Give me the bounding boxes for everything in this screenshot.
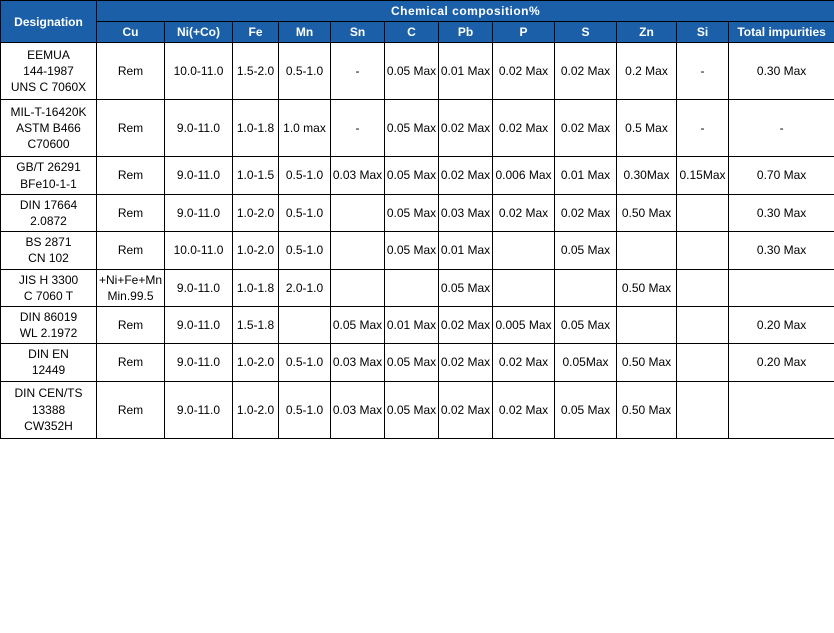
value-pb: 0.02 Max bbox=[439, 381, 493, 438]
value-sn: - bbox=[331, 43, 385, 100]
table-row bbox=[1, 269, 834, 306]
designation-line: 13388 bbox=[31, 402, 66, 417]
value-c bbox=[385, 269, 439, 306]
value-mn: 0.5-1.0 bbox=[279, 232, 331, 269]
value-pb: 0.01 Max bbox=[439, 43, 493, 100]
value-pb: 0.01 Max bbox=[439, 232, 493, 269]
value-ni: 9.0-11.0 bbox=[165, 344, 233, 381]
value-si bbox=[677, 232, 729, 269]
designation-line: 12449 bbox=[31, 363, 66, 378]
designation-line: GB/T 26291 bbox=[16, 160, 81, 175]
table-row bbox=[1, 194, 834, 231]
header-element-zn: Zn bbox=[617, 22, 677, 43]
value-total: 0.30 Max bbox=[729, 232, 834, 269]
value-zn: 0.50 Max bbox=[617, 381, 677, 438]
value-mn: 1.0 max bbox=[279, 100, 331, 157]
header-element-si: Si bbox=[677, 22, 729, 43]
value-sn: 0.03 Max bbox=[331, 157, 385, 194]
value-p: 0.02 Max bbox=[493, 43, 555, 100]
value-ni: 9.0-11.0 bbox=[165, 157, 233, 194]
value-cu: Rem bbox=[97, 43, 165, 100]
value-cu: Rem bbox=[97, 100, 165, 157]
designation-cell bbox=[1, 43, 97, 100]
designation-cell bbox=[1, 381, 97, 438]
value-mn: 0.5-1.0 bbox=[279, 157, 331, 194]
value-s: 0.01 Max bbox=[555, 157, 617, 194]
header-row-title bbox=[1, 1, 834, 22]
value-ni: 9.0-11.0 bbox=[165, 269, 233, 306]
value-p: 0.02 Max bbox=[493, 100, 555, 157]
designation-line: 2.0872 bbox=[30, 213, 67, 228]
value-si bbox=[677, 344, 729, 381]
value-sn bbox=[331, 269, 385, 306]
value-si bbox=[677, 381, 729, 438]
designation-line: JIS H 3300 bbox=[18, 272, 79, 287]
value-mn: 0.5-1.0 bbox=[279, 194, 331, 231]
value-fe: 1.0-2.0 bbox=[233, 344, 279, 381]
value-zn bbox=[617, 232, 677, 269]
value-fe: 1.5-1.8 bbox=[233, 306, 279, 343]
value-fe: 1.0-1.8 bbox=[233, 100, 279, 157]
value-si: - bbox=[677, 43, 729, 100]
table-row bbox=[1, 43, 834, 100]
value-sn bbox=[331, 194, 385, 231]
value-fe: 1.0-2.0 bbox=[233, 232, 279, 269]
designation-line: DIN 86019 bbox=[19, 309, 78, 324]
value-sn: 0.03 Max bbox=[331, 381, 385, 438]
designation-line: DIN CEN/TS bbox=[14, 386, 83, 401]
designation-line: ASTM B466 bbox=[16, 121, 81, 136]
value-mn bbox=[279, 306, 331, 343]
value-cu: Rem bbox=[97, 232, 165, 269]
value-total: 0.30 Max bbox=[729, 194, 834, 231]
value-total: 0.20 Max bbox=[729, 344, 834, 381]
header-element-fe: Fe bbox=[233, 22, 279, 43]
value-sn bbox=[331, 232, 385, 269]
table-header bbox=[1, 1, 834, 43]
value-cu: Rem bbox=[97, 194, 165, 231]
value-p bbox=[493, 269, 555, 306]
value-pb: 0.02 Max bbox=[439, 306, 493, 343]
value-s: 0.05 Max bbox=[555, 306, 617, 343]
designation-line: CN 102 bbox=[28, 251, 69, 266]
value-c: 0.05 Max bbox=[385, 157, 439, 194]
header-element-mn: Mn bbox=[279, 22, 331, 43]
value-si bbox=[677, 269, 729, 306]
designation-cell bbox=[1, 306, 97, 343]
header-element-p: P bbox=[493, 22, 555, 43]
value-mn: 0.5-1.0 bbox=[279, 381, 331, 438]
value-c: 0.05 Max bbox=[385, 344, 439, 381]
table-row bbox=[1, 306, 834, 343]
value-ni: 9.0-11.0 bbox=[165, 306, 233, 343]
value-total: - bbox=[729, 100, 834, 157]
designation-line: WL 2.1972 bbox=[19, 326, 78, 341]
value-sn: 0.03 Max bbox=[331, 344, 385, 381]
designation-line: C70600 bbox=[27, 137, 70, 152]
value-zn bbox=[617, 306, 677, 343]
value-zn: 0.5 Max bbox=[617, 100, 677, 157]
value-s: 0.02 Max bbox=[555, 43, 617, 100]
value-cu: Rem bbox=[97, 306, 165, 343]
header-element-cu: Cu bbox=[97, 22, 165, 43]
value-s: 0.05 Max bbox=[555, 232, 617, 269]
value-fe: 1.0-1.8 bbox=[233, 269, 279, 306]
value-p: 0.005 Max bbox=[493, 306, 555, 343]
designation-cell bbox=[1, 269, 97, 306]
value-sn: 0.05 Max bbox=[331, 306, 385, 343]
value-si: 0.15Max bbox=[677, 157, 729, 194]
table-row bbox=[1, 344, 834, 381]
value-total bbox=[729, 381, 834, 438]
value-pb: 0.02 Max bbox=[439, 100, 493, 157]
value-total bbox=[729, 269, 834, 306]
designation-line: DIN EN bbox=[28, 347, 69, 362]
value-pb: 0.05 Max bbox=[439, 269, 493, 306]
value-fe: 1.0-2.0 bbox=[233, 194, 279, 231]
value-total: 0.30 Max bbox=[729, 43, 834, 100]
value-cu: Rem bbox=[97, 157, 165, 194]
header-element-pb: Pb bbox=[439, 22, 493, 43]
designation-line: CW352H bbox=[24, 418, 73, 433]
value-pb: 0.03 Max bbox=[439, 194, 493, 231]
value-p: 0.02 Max bbox=[493, 344, 555, 381]
value-zn: 0.50 Max bbox=[617, 269, 677, 306]
designation-line: C 7060 T bbox=[23, 288, 74, 303]
value-s: 0.02 Max bbox=[555, 100, 617, 157]
designation-line: EEMUA bbox=[27, 48, 70, 63]
header-element-ni: Ni(+Co) bbox=[165, 22, 233, 43]
header-designation: Designation bbox=[1, 1, 97, 43]
value-cu: +Ni+Fe+Mn Min.99.5 bbox=[97, 269, 165, 306]
designation-cell bbox=[1, 100, 97, 157]
value-s: 0.05 Max bbox=[555, 381, 617, 438]
value-c: 0.05 Max bbox=[385, 43, 439, 100]
designation-cell bbox=[1, 344, 97, 381]
value-s: 0.05Max bbox=[555, 344, 617, 381]
value-p: 0.006 Max bbox=[493, 157, 555, 194]
designation-line: BS 2871 bbox=[25, 235, 72, 250]
value-si bbox=[677, 194, 729, 231]
designation-line: 144-1987 bbox=[23, 64, 74, 79]
table-body bbox=[1, 43, 834, 438]
value-si bbox=[677, 306, 729, 343]
table-row bbox=[1, 157, 834, 194]
value-c: 0.05 Max bbox=[385, 194, 439, 231]
value-c: 0.05 Max bbox=[385, 232, 439, 269]
value-fe: 1.0-1.5 bbox=[233, 157, 279, 194]
value-p: 0.02 Max bbox=[493, 381, 555, 438]
value-pb: 0.02 Max bbox=[439, 157, 493, 194]
table-row bbox=[1, 232, 834, 269]
value-sn: - bbox=[331, 100, 385, 157]
value-pb: 0.02 Max bbox=[439, 344, 493, 381]
value-ni: 9.0-11.0 bbox=[165, 194, 233, 231]
value-s: 0.02 Max bbox=[555, 194, 617, 231]
value-ni: 9.0-11.0 bbox=[165, 100, 233, 157]
designation-cell bbox=[1, 194, 97, 231]
table-row bbox=[1, 381, 834, 438]
header-total-impurities: Total impurities bbox=[729, 22, 834, 43]
value-zn: 0.50 Max bbox=[617, 344, 677, 381]
header-element-sn: Sn bbox=[331, 22, 385, 43]
value-total: 0.20 Max bbox=[729, 306, 834, 343]
value-ni: 10.0-11.0 bbox=[165, 43, 233, 100]
value-ni: 10.0-11.0 bbox=[165, 232, 233, 269]
value-c: 0.05 Max bbox=[385, 100, 439, 157]
value-ni: 9.0-11.0 bbox=[165, 381, 233, 438]
value-total: 0.70 Max bbox=[729, 157, 834, 194]
header-chemical-composition: Chemical composition% bbox=[97, 1, 834, 22]
value-fe: 1.5-2.0 bbox=[233, 43, 279, 100]
table-row bbox=[1, 100, 834, 157]
designation-line: DIN 17664 bbox=[19, 197, 78, 212]
value-c: 0.01 Max bbox=[385, 306, 439, 343]
designation-line: BFe10-1-1 bbox=[20, 176, 77, 191]
value-p bbox=[493, 232, 555, 269]
value-zn: 0.50 Max bbox=[617, 194, 677, 231]
header-element-c: C bbox=[385, 22, 439, 43]
value-fe: 1.0-2.0 bbox=[233, 381, 279, 438]
value-mn: 0.5-1.0 bbox=[279, 43, 331, 100]
value-cu: Rem bbox=[97, 344, 165, 381]
designation-line: MIL-T-16420K bbox=[10, 105, 87, 120]
header-element-s: S bbox=[555, 22, 617, 43]
value-zn: 0.30Max bbox=[617, 157, 677, 194]
value-si: - bbox=[677, 100, 729, 157]
value-mn: 2.0-1.0 bbox=[279, 269, 331, 306]
designation-line: UNS C 7060X bbox=[10, 80, 87, 95]
value-mn: 0.5-1.0 bbox=[279, 344, 331, 381]
value-c: 0.05 Max bbox=[385, 381, 439, 438]
designation-cell bbox=[1, 232, 97, 269]
header-row-elements bbox=[1, 22, 834, 43]
value-p: 0.02 Max bbox=[493, 194, 555, 231]
value-s bbox=[555, 269, 617, 306]
designation-cell bbox=[1, 157, 97, 194]
value-cu: Rem bbox=[97, 381, 165, 438]
value-zn: 0.2 Max bbox=[617, 43, 677, 100]
